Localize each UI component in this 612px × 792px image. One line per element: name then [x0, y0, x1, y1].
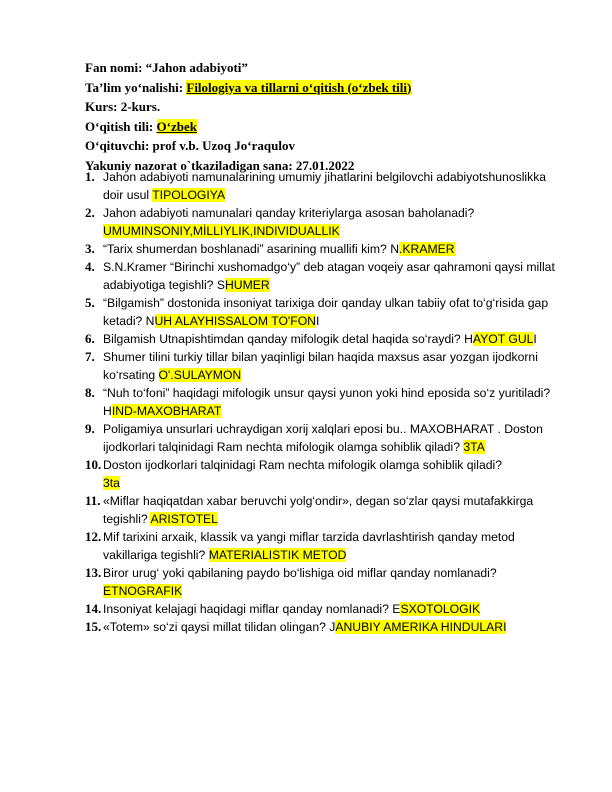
- question-number: 14.: [85, 601, 102, 616]
- question-text: Biror urug‘ yoki qabilaning paydo bo‘lishiga oid miflar qanday nomlanadi?: [103, 566, 497, 580]
- question-body: [103, 384, 565, 420]
- direction-label: Ta’lim yo‘nalishi:: [85, 79, 187, 95]
- question-number: 1.: [85, 169, 95, 184]
- answer-highlight: 3TA: [463, 440, 485, 454]
- answer-highlight: MATERIALISTIK METOD: [208, 548, 347, 562]
- question-item: [85, 348, 565, 384]
- question-item: [85, 168, 565, 204]
- question-item: [85, 294, 565, 330]
- question-number: 15.: [85, 619, 102, 634]
- answer-highlight: TIPOLOGIYA: [152, 188, 226, 202]
- question-item: [85, 384, 565, 420]
- question-number: 10.: [85, 457, 102, 472]
- question-number: 9.: [85, 421, 95, 436]
- language-value: O‘zbek: [156, 118, 197, 134]
- question-text: Mif tarixini arxaik, klassik va yangi miflar tarzida davrlashtirish qanday metod vakillariga tegishli?: [103, 530, 515, 562]
- language-label: O‘qitish tili:: [85, 118, 157, 134]
- question-number: 6.: [85, 331, 95, 346]
- subject-value: “Jahon adabiyoti”: [145, 60, 248, 75]
- question-number: 8.: [85, 385, 95, 400]
- question-text: Poligamiya unsurlari uchraydigan xorij xalqlari eposi bu.. MAXOBHARAT . Doston ijodkorlari talqinidagi Ram nechta mifologik olamga sohiblik qiladi?: [103, 422, 543, 454]
- question-text: Insoniyat kelajagi haqidagi miflar qanday nomlanadi? E: [103, 602, 401, 616]
- answer-highlight: ARISTOTEL: [150, 512, 218, 526]
- answer-highlight: .KRAMER: [399, 242, 455, 256]
- question-body: [103, 294, 565, 330]
- question-text: «Totem» so‘zi qaysi millat tilidan olingan? J: [103, 620, 336, 634]
- question-body: [103, 240, 565, 258]
- question-body: [103, 348, 565, 384]
- exam-date-line: Yakuniy nazorat o`tkaziladigan sana: 27.01.2022: [85, 157, 355, 173]
- answer-extra: 3ta: [103, 476, 120, 490]
- question-number: 2.: [85, 205, 95, 220]
- language-line: [85, 117, 565, 137]
- question-number: 12.: [85, 529, 102, 544]
- answer-highlight: AYOT GUL: [472, 332, 534, 346]
- question-number: 3.: [85, 241, 95, 256]
- question-body: [103, 204, 565, 240]
- question-number: 4.: [85, 259, 95, 274]
- question-text: Jahon adabiyoti namunalarining umumiy jihatlarini belgilovchi adabiyotshunoslikka doir usul: [103, 170, 547, 202]
- question-text: “Bilgamish” dostonida insoniyat tarixiga doir qanday ulkan tabiiy ofat to‘g‘risida gap ketadi? N: [103, 296, 549, 328]
- direction-value: Filologiya va tillarni o‘qitish (o‘zbek tili): [186, 79, 412, 95]
- question-item: [85, 204, 565, 240]
- answer-highlight: O'.SULAYMON: [158, 368, 242, 382]
- question-text: Shumer tilini turkiy tillar bilan yaqinligi bilan haqida maxsus asar yozgan ijodkorni ko‘rsating: [103, 350, 538, 382]
- question-item: [85, 330, 565, 348]
- question-body: [103, 258, 565, 294]
- course-line: Kurs: 2-kurs.: [85, 99, 161, 114]
- question-body: [103, 330, 565, 348]
- question-body: [103, 600, 565, 618]
- answer-highlight: IND-MAXOBHARAT: [111, 404, 222, 418]
- answer-highlight: SXOTOLOGIK: [400, 602, 481, 616]
- answer-highlight: HUMER: [224, 278, 270, 292]
- question-text: Bilgamish Utnapishtimdan qanday mifologik detal haqida so‘raydi? H: [103, 332, 473, 346]
- question-body: [103, 618, 565, 636]
- question-text: “Tarix shumerdan boshlanadi” asarining muallifi kim? N: [103, 242, 400, 256]
- subject-line: [85, 58, 565, 78]
- question-item: [85, 618, 565, 636]
- question-body: [103, 492, 565, 528]
- question-item: [85, 258, 565, 294]
- subject-label: Fan nomi:: [85, 60, 146, 75]
- direction-line: [85, 78, 565, 98]
- question-number: 5.: [85, 295, 95, 310]
- question-body: [103, 420, 565, 456]
- teacher-line: O‘qituvchi: prof v.b. Uzoq Jo‘raqulov: [85, 138, 295, 153]
- question-text: “Nuh to‘foni” haqidagi mifologik unsur qaysi yunon yoki hind eposida so‘z yuritiladi? H: [103, 386, 551, 418]
- answer-suffix: I: [315, 314, 320, 328]
- answer-highlight: UH ALAYHISSALOM TO'FON: [154, 314, 316, 328]
- document-header: [85, 58, 565, 175]
- answer-suffix: I: [533, 332, 537, 346]
- answer-highlight: UMUMINSONIY,MİLLIYLIK,INDIVIDUALLIK: [103, 224, 340, 238]
- question-number: 13.: [85, 565, 102, 580]
- question-number: 7.: [85, 349, 95, 364]
- question-item: [85, 420, 565, 456]
- question-item: [85, 528, 565, 564]
- question-item: [85, 564, 565, 600]
- question-item: [85, 456, 565, 492]
- question-list: [85, 168, 565, 636]
- question-body: [103, 528, 565, 564]
- question-text: Jahon adabiyoti namunalari qanday kriteriylarga asosan baholanadi?: [103, 206, 475, 220]
- question-item: [85, 492, 565, 528]
- question-body: [103, 564, 565, 600]
- question-item: [85, 240, 565, 258]
- answer-highlight: ETNOGRAFIK: [103, 584, 183, 598]
- question-text: «Miflar haqiqatdan xabar beruvchi yolg‘ondir», degan so‘zlar qaysi mutafakkirga tegishli?: [103, 494, 534, 526]
- question-number: 11.: [85, 493, 101, 508]
- question-body: [103, 456, 565, 492]
- question-text: Doston ijodkorlari talqinidagi Ram nechta mifologik olamga sohiblik qiladi?: [103, 458, 503, 472]
- question-body: [103, 168, 565, 204]
- answer-highlight: ANUBIY AMERIKA HINDULARI: [335, 620, 507, 634]
- question-item: [85, 600, 565, 618]
- question-text: S.N.Kramer “Birinchi xushomadgo‘y” deb atagan voqeiy asar qahramoni qaysi millat adabiyotiga tegishli? S: [103, 260, 555, 292]
